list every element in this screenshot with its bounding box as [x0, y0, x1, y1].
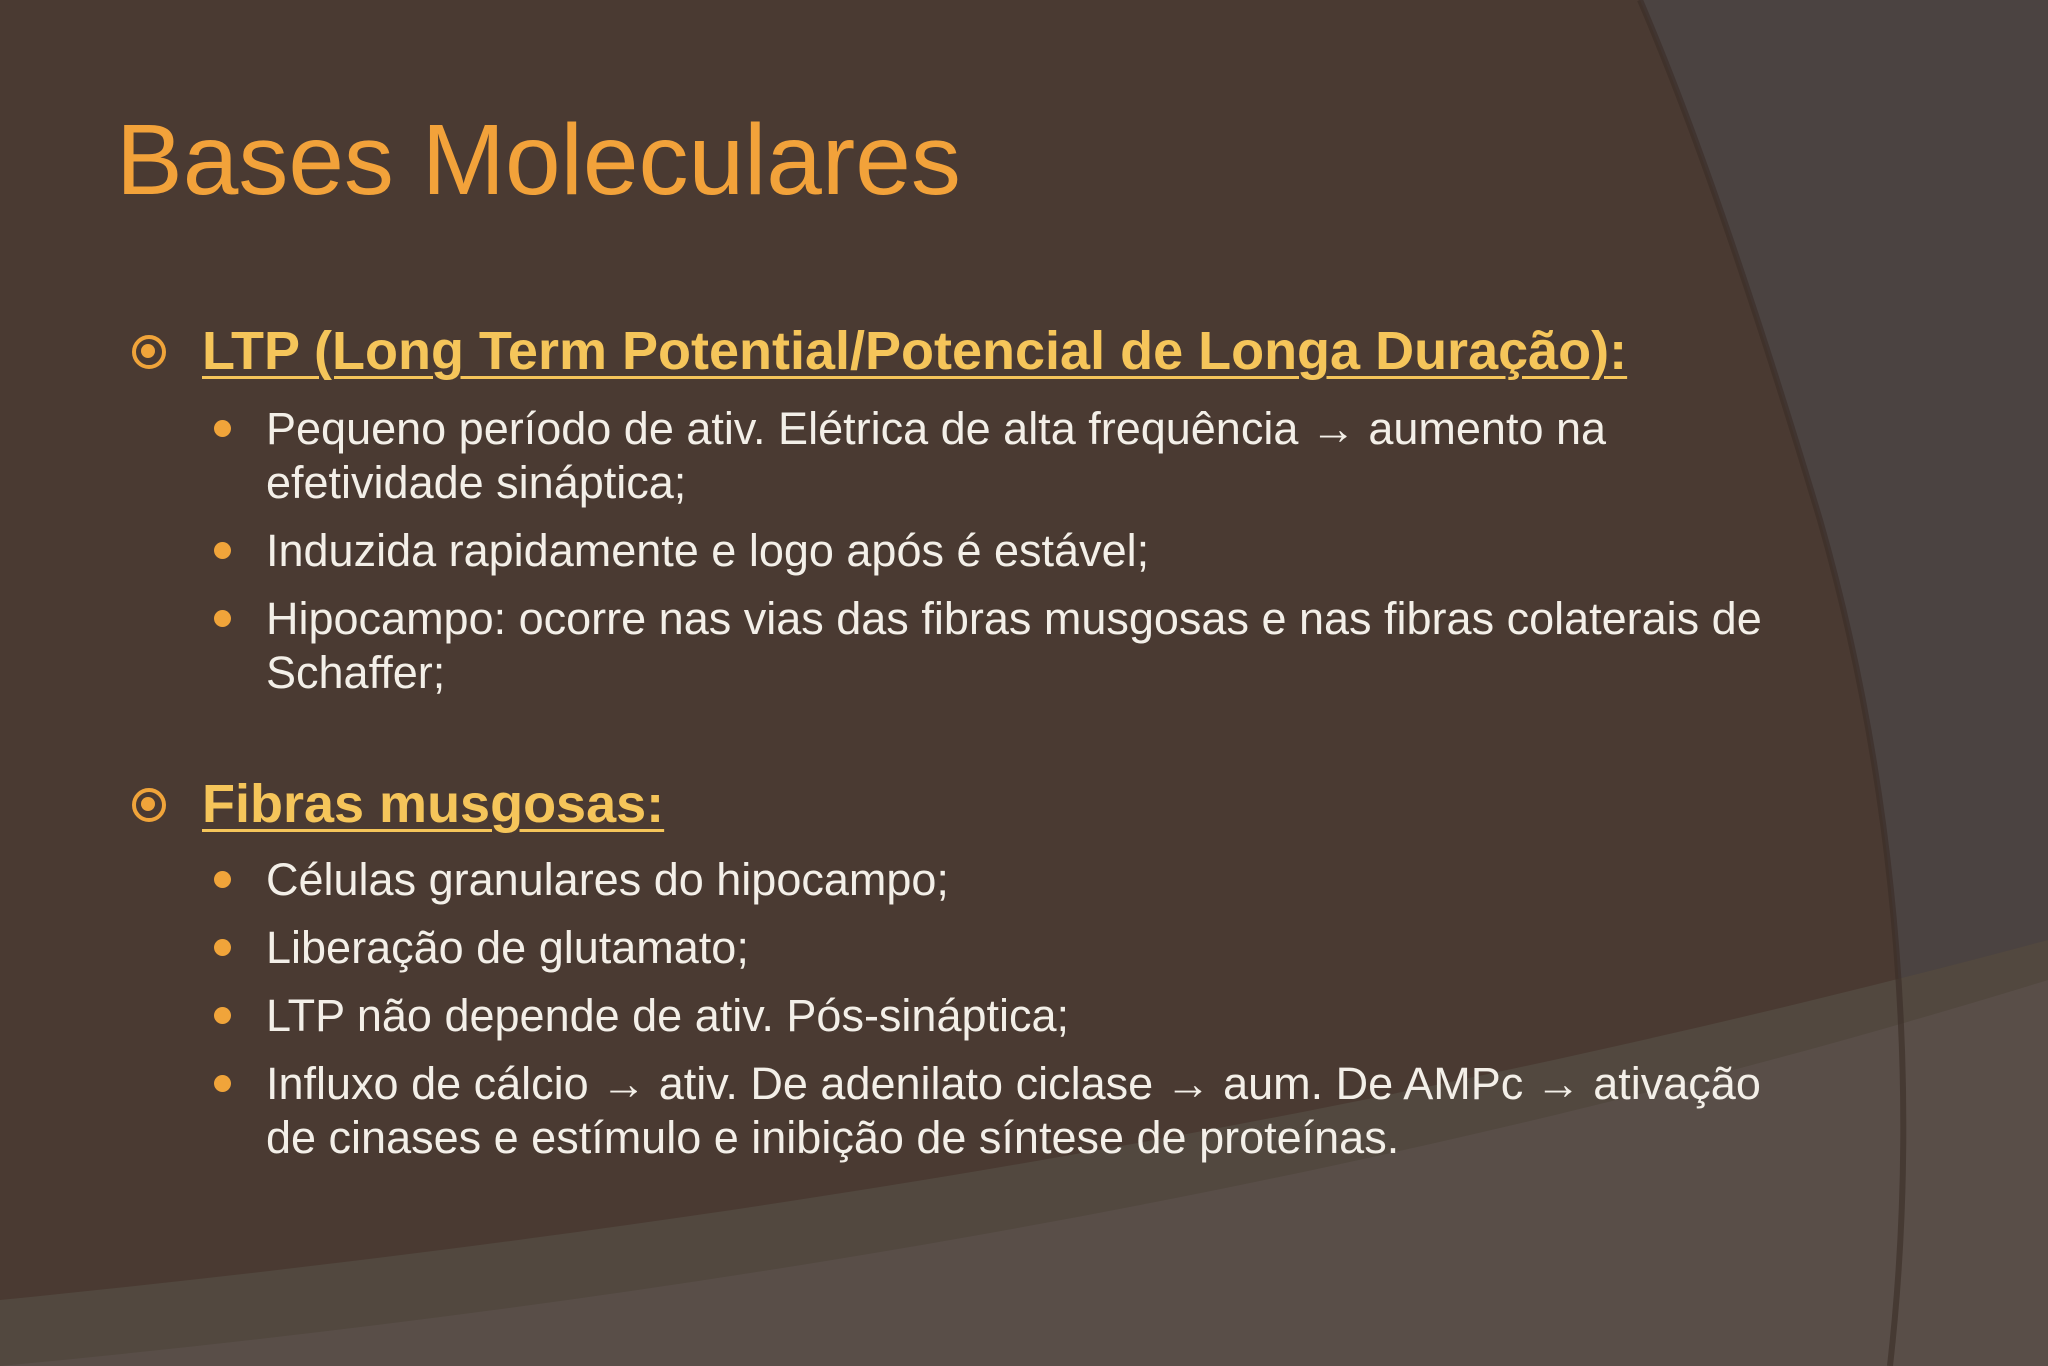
list-item: Hipocampo: ocorre nas vias das fibras musgosas e nas fibras colaterais de Schaffer;: [208, 592, 1768, 700]
list-item: Pequeno período de ativ. Elétrica de alta frequência → aumento na efetividade sináptica;: [208, 402, 1768, 510]
list-item: Células granulares do hipocampo;: [208, 853, 1768, 907]
fibras-bullet-list: [208, 853, 1768, 1165]
section-heading-ltp: [130, 320, 1627, 382]
circle-bullet-icon: [130, 333, 166, 369]
list-item: LTP não depende de ativ. Pós-sináptica;: [208, 989, 1768, 1043]
section-heading-fibras: [130, 773, 664, 835]
ltp-bullet-list: [208, 402, 1768, 700]
list-item: Liberação de glutamato;: [208, 921, 1768, 975]
list-item: Influxo de cálcio → ativ. De adenilato ciclase → aum. De AMPc → ativação de cinases e estímulo e inibição de síntese de proteínas.: [208, 1057, 1768, 1165]
list-item: Induzida rapidamente e logo após é estável;: [208, 524, 1768, 578]
slide-title: Bases Moleculares: [116, 104, 961, 216]
section-heading-text: Fibras musgosas:: [202, 774, 665, 834]
circle-bullet-icon: [130, 786, 166, 822]
section-heading-text: LTP (Long Term Potential/Potencial de Longa Duração):: [202, 321, 1628, 381]
